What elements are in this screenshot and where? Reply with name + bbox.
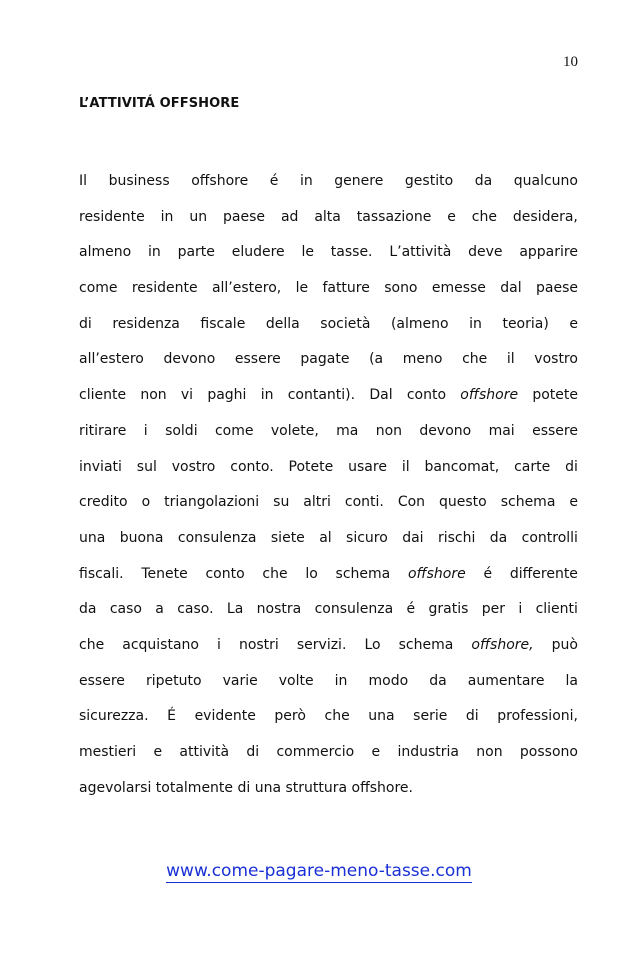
word: di — [246, 744, 260, 760]
word: tassazione — [356, 208, 432, 225]
word: varie — [222, 672, 258, 689]
word: é — [269, 173, 279, 189]
word: società — [320, 315, 371, 332]
word: almeno — [79, 244, 132, 261]
text-line — [79, 342, 578, 378]
word: i — [217, 636, 221, 653]
word: industria — [397, 744, 459, 760]
word: essere — [234, 351, 281, 368]
word: sul — [136, 458, 157, 475]
text-line — [79, 200, 578, 236]
word: emesse — [431, 280, 486, 297]
word: un — [189, 208, 208, 225]
word: rischi — [437, 529, 476, 546]
word: é — [406, 601, 416, 618]
word: questo — [439, 494, 487, 511]
word: Dal — [369, 387, 393, 404]
word: residente — [79, 208, 145, 225]
word: evidente — [194, 708, 256, 725]
text-line — [79, 307, 578, 343]
word: che — [324, 708, 350, 725]
word: vostro — [534, 351, 578, 368]
word: in — [299, 173, 313, 189]
word: da — [474, 173, 493, 189]
word: essere — [532, 422, 578, 439]
word: in — [160, 208, 174, 225]
word: usare — [348, 458, 387, 475]
text-line — [79, 378, 578, 414]
word: L’attività — [389, 244, 452, 261]
word: paese — [535, 280, 578, 297]
word: di — [79, 315, 92, 332]
word: differente — [509, 565, 578, 582]
word: che — [262, 565, 288, 582]
word: consulenza — [177, 529, 257, 546]
word: della — [265, 315, 300, 332]
word: (a — [369, 351, 384, 368]
word: sicuro — [346, 529, 388, 546]
word: servizi. — [296, 636, 347, 653]
text-line — [79, 592, 578, 628]
word: desidera, — [512, 208, 578, 225]
word: ripetuto — [145, 672, 202, 689]
word: come — [214, 422, 254, 439]
word: residenza — [112, 315, 180, 332]
word: teoria) — [502, 315, 549, 332]
word: altri — [303, 494, 331, 511]
word: al — [319, 529, 332, 546]
word: le — [295, 280, 309, 297]
website-link-text: www.come-pagare-meno-tasse.com — [166, 861, 472, 881]
word: fiscali. — [79, 565, 124, 582]
word: il — [506, 351, 515, 368]
word: bancomat, — [424, 458, 500, 475]
word: e — [569, 315, 578, 332]
word: non — [375, 422, 403, 439]
word: aumentare — [467, 672, 545, 689]
word: schema — [335, 565, 391, 582]
word: buona — [119, 529, 164, 546]
word: il — [401, 458, 410, 475]
word: di — [565, 458, 578, 475]
word: siete — [270, 529, 305, 546]
word: gratis — [428, 601, 469, 618]
word: vi — [180, 387, 194, 404]
word: vostro — [171, 458, 216, 475]
word: eludere — [231, 244, 285, 261]
word: devono — [163, 351, 216, 368]
word: apparire — [519, 244, 578, 261]
word: nostra — [256, 601, 302, 618]
word: caso — [109, 601, 142, 618]
word: serie — [413, 708, 448, 725]
word: di — [465, 708, 479, 725]
text-line — [79, 271, 578, 307]
word: i — [143, 422, 148, 439]
body-paragraph — [79, 164, 578, 806]
word: possono — [519, 744, 578, 760]
word: conto — [406, 387, 447, 404]
word: Con — [397, 494, 426, 511]
word: offshore, — [471, 636, 534, 653]
word: paese — [223, 208, 266, 225]
word: acquistano — [122, 636, 199, 653]
word: volte — [278, 672, 314, 689]
word: in — [334, 672, 348, 689]
text-line — [79, 235, 578, 271]
word: e — [371, 744, 381, 760]
text-line — [79, 414, 578, 450]
word: credito — [79, 494, 128, 511]
word: conto. — [230, 458, 274, 475]
word: offshore — [407, 565, 466, 582]
word: Potete — [288, 458, 334, 475]
word: fatture — [322, 280, 370, 297]
word: consulenza — [314, 601, 394, 618]
word: conti. — [344, 494, 384, 511]
word: non — [140, 387, 167, 404]
word: a — [155, 601, 164, 618]
word: Lo — [364, 636, 381, 653]
word: e — [153, 744, 163, 760]
text-line — [79, 485, 578, 521]
word: Tenete — [141, 565, 188, 582]
word: essere — [79, 672, 125, 689]
word: le — [301, 244, 314, 261]
word: fiscale — [200, 315, 246, 332]
word: carte — [514, 458, 551, 475]
word: e — [447, 208, 456, 225]
word: Il — [79, 173, 88, 189]
word: gestito — [404, 173, 454, 189]
text-line — [79, 735, 578, 771]
word: É — [167, 708, 176, 725]
word: offshore — [191, 173, 249, 189]
website-link[interactable] — [0, 861, 638, 881]
word: devono — [419, 422, 472, 439]
word: dal — [500, 280, 522, 297]
text-line — [79, 521, 578, 557]
word: contanti). — [287, 387, 356, 404]
word: triangolazioni — [164, 494, 260, 511]
word: cliente — [79, 387, 127, 404]
text-line — [79, 164, 578, 200]
word: all’estero — [79, 351, 144, 368]
word: ad — [280, 208, 299, 225]
word: conto — [205, 565, 245, 582]
word: dai — [402, 529, 424, 546]
word: che — [471, 208, 497, 225]
word: caso. — [177, 601, 214, 618]
word: come — [79, 280, 118, 297]
word: clienti — [535, 601, 578, 618]
word: business — [108, 173, 170, 189]
word: in — [147, 244, 161, 261]
word: schema — [500, 494, 556, 511]
word: che — [462, 351, 488, 368]
word: deve — [468, 244, 503, 261]
word: da — [79, 601, 97, 618]
word: professioni, — [497, 708, 578, 725]
word: i — [518, 601, 523, 618]
word: volete, — [270, 422, 319, 439]
word: sicurezza. — [79, 708, 149, 725]
section-heading: L’ATTIVITÁ OFFSHORE — [79, 96, 240, 111]
word: all’estero, — [211, 280, 282, 297]
word: sono — [384, 280, 418, 297]
word: (almeno — [390, 315, 449, 332]
text-line — [79, 557, 578, 593]
word: paghi — [207, 387, 247, 404]
word: però — [274, 708, 306, 725]
text-line — [79, 450, 578, 486]
word: ritirare — [79, 422, 127, 439]
word: la — [565, 672, 578, 689]
word: può — [551, 636, 578, 653]
word: offshore — [460, 387, 519, 404]
text-line — [79, 628, 578, 664]
text-line — [79, 771, 578, 807]
page-number: 10 — [563, 54, 578, 70]
word: alta — [314, 208, 341, 225]
word: pagate — [300, 351, 350, 368]
word: tasse. — [330, 244, 373, 261]
word: per — [481, 601, 505, 618]
word: potete — [532, 387, 578, 404]
word: mestieri — [79, 744, 137, 760]
word: in — [469, 315, 482, 332]
word: controlli — [521, 529, 578, 546]
word: modo — [368, 672, 409, 689]
word: mai — [488, 422, 515, 439]
text-line — [79, 664, 578, 700]
word: nostri — [238, 636, 279, 653]
word: ma — [336, 422, 359, 439]
word: qualcuno — [513, 173, 578, 189]
word: una — [79, 529, 106, 546]
word: che — [79, 636, 105, 653]
word: parte — [177, 244, 215, 261]
word: agevolarsi totalmente di una struttura offshore. — [79, 779, 413, 796]
word: o — [141, 494, 151, 511]
word: lo — [305, 565, 318, 582]
word: residente — [131, 280, 198, 297]
word: e — [569, 494, 578, 511]
word: é — [483, 565, 493, 582]
word: schema — [398, 636, 454, 653]
word: su — [273, 494, 290, 511]
word: La — [226, 601, 244, 618]
word: in — [260, 387, 274, 404]
word: non — [476, 744, 503, 760]
word: da — [429, 672, 447, 689]
word: soldi — [165, 422, 198, 439]
word: da — [489, 529, 508, 546]
word: genere — [334, 173, 384, 189]
text-line — [79, 699, 578, 735]
word: attività — [179, 744, 230, 760]
word: inviati — [79, 458, 122, 475]
word: meno — [402, 351, 443, 368]
word: commercio — [276, 744, 355, 760]
word: una — [368, 708, 395, 725]
